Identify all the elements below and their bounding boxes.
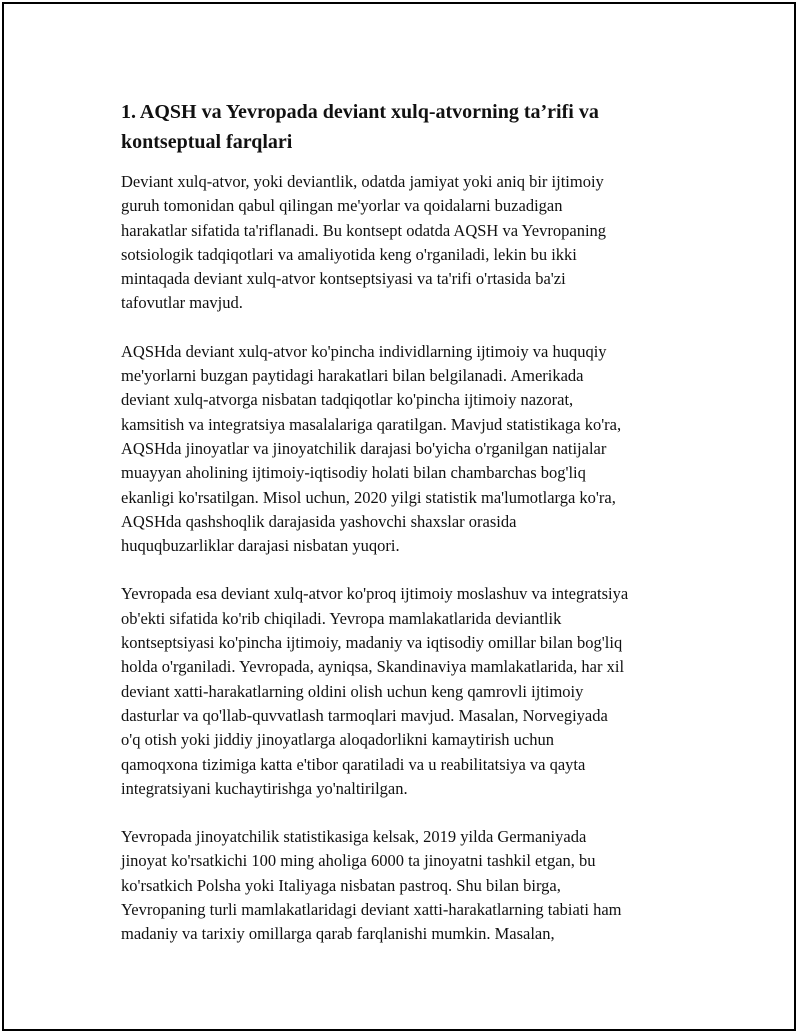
document-body: [121, 97, 711, 971]
document-page: [2, 2, 796, 1031]
section-heading: 1. AQSH va Yevropada deviant xulq-atvorning ta’rifi va kontseptual farqlari: [121, 101, 599, 153]
paragraph-4: Yevropada jinoyatchilik statistikasiga kelsak, 2019 yilda Germaniyada jinoyat ko'rsatkichi 100 ming aholiga 6000 ta jinoyatni tashkil etgan, bu ko'rsatkich Polsha yoki Italiyaga nisbatan pastroq. Shu bilan birga, Yevropaning turli mamlakatlaridagi deviant xatti-harakatlarning tabiati ham madaniy va tarixiy omillarga qarab farqlanishi mumkin. Masalan,: [121, 827, 622, 944]
paragraph-2: AQSHda deviant xulq-atvor ko'pincha individlarning ijtimoiy va huquqiy me'yorlarni buzgan paytidagi harakatlari bilan belgilanadi. Amerikada deviant xulq-atvorga nisbatan tadqiqotlar ko'pincha ijtimoiy nazorat, kamsitish va integratsiya masalalariga qaratilgan. Mavjud statistikaga ko'ra, AQSHda jinoyatlar va jinoyatchilik darajasi bo'yicha o'rganilgan natijalar muayyan aholining ijtimoiy-iqtisodiy holati bilan chambarchas bog'liq ekanligi ko'rsatilgan. Misol uchun, 2020 yilgi statistik ma'lumotlarga ko'ra, AQSHda qashshoqlik darajasida yashovchi shaxslar orasida huquqbuzarliklar darajasi nisbatan yuqori.: [121, 341, 622, 556]
paragraph-1: Deviant xulq-atvor, yoki deviantlik, odatda jamiyat yoki aniq bir ijtimoiy guruh tomonidan qabul qilingan me'yorlar va qoidalarni buzadigan harakatlar sifatida ta'riflanadi. Bu kontsept odatda AQSH va Yevropaning sotsiologik tadqiqotlari va amaliyotida keng o'rganiladi, lekin bu ikki mintaqada deviant xulq-atvor kontseptsiyasi va ta'rifi o'rtasida ba'zi tafovutlar mavjud.: [121, 172, 607, 313]
paragraph-3: Yevropada esa deviant xulq-atvor ko'proq ijtimoiy moslashuv va integratsiya ob'ekti sifatida ko'rib chiqiladi. Yevropa mamlakatlarida deviantlik kontseptsiyasi ko'pincha ijtimoiy, madaniy va iqtisodiy omillar bilan bog'liq holda o'rganiladi. Yevropada, ayniqsa, Skandinaviya mamlakatlarida, har xil deviant xatti-harakatlarning oldini olish uchun keng qamrovli ijtimoiy dasturlar va qo'llab-quvvatlash tarmoqlari mavjud. Masalan, Norvegiyada o'q otish yoki jiddiy jinoyatlarga aloqadorlikni kamaytirish uchun qamoqxona tizimiga katta e'tibor qaratiladi va u reabilitatsiya va qayta integratsiyani kuchaytirishga yo'naltirilgan.: [121, 584, 629, 798]
